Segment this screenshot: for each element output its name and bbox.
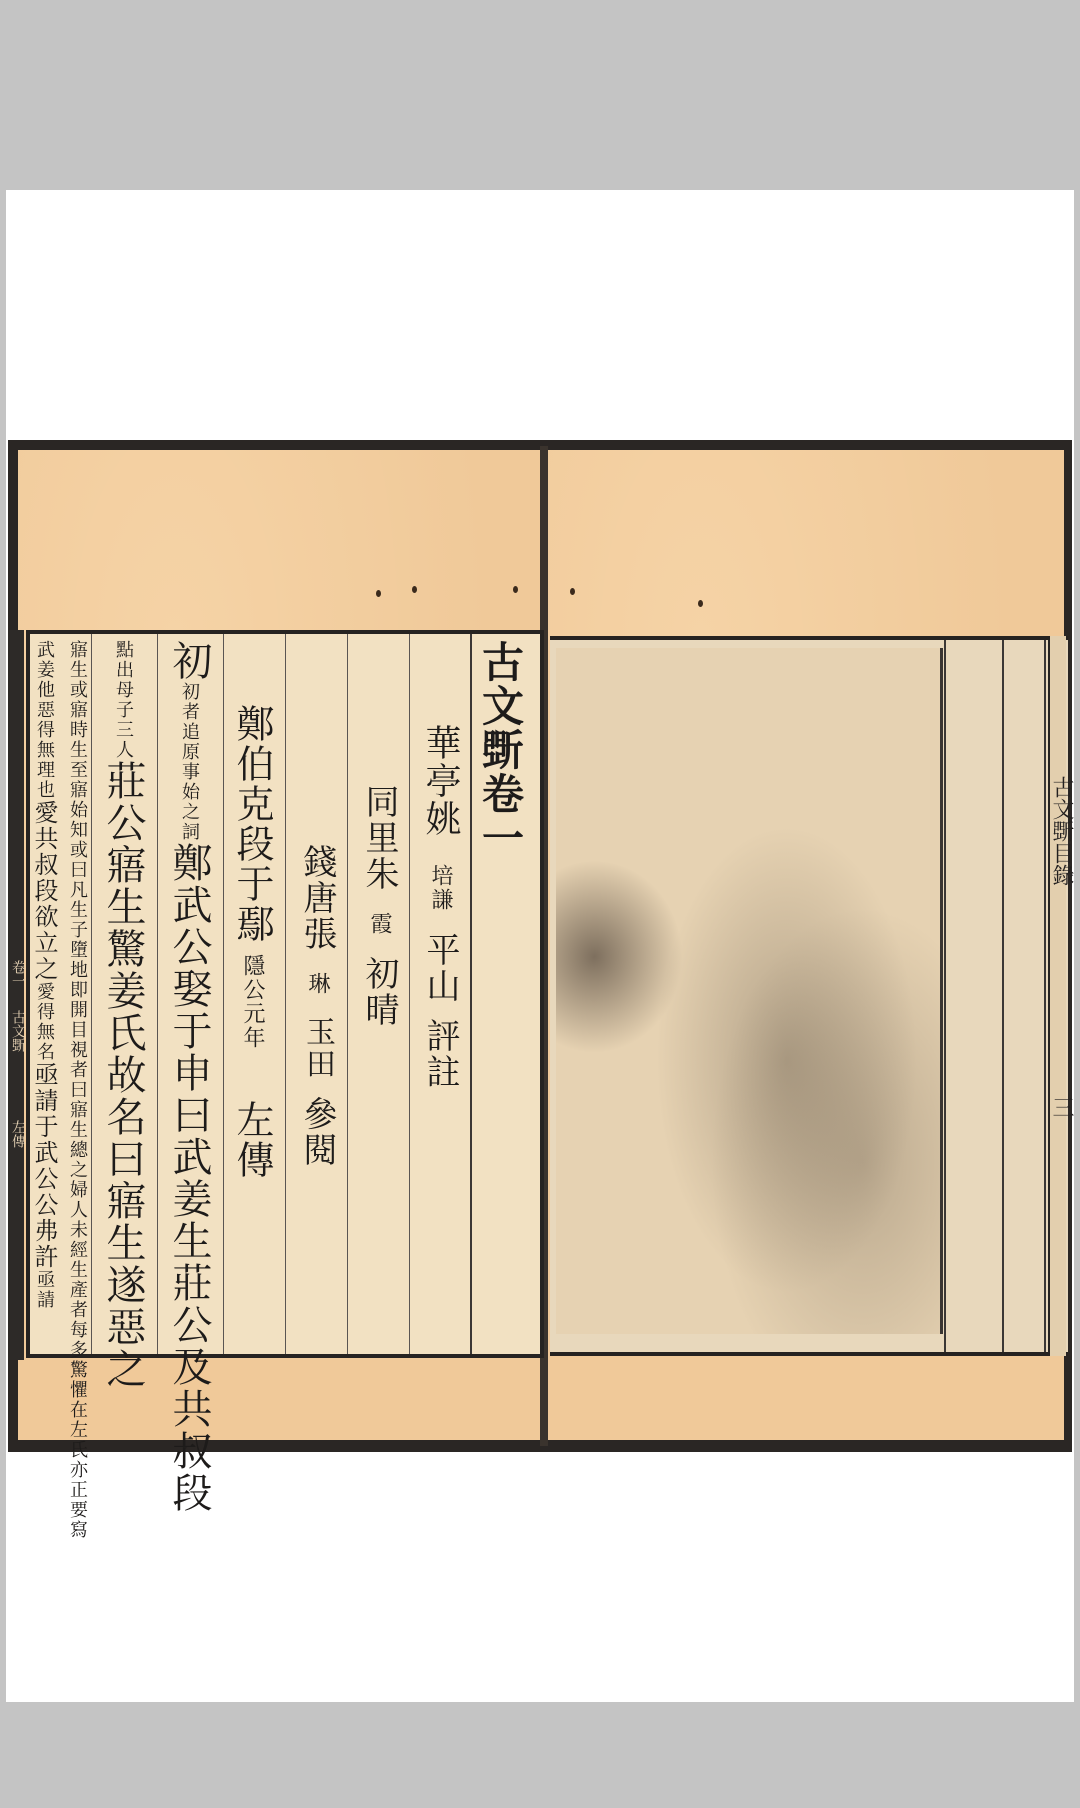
column-rule (285, 634, 286, 1354)
column-rule (223, 634, 224, 1354)
commentary-3: 寤生或寤時生至寤始知或曰凡生子墮地即開目視者曰寤生總之婦人未經生產者每多驚懼在左氏亦正要寫 (67, 640, 88, 1540)
commentary-1: 初者追原事始之詞 (179, 682, 200, 842)
co-editor-2-column (292, 844, 342, 1348)
left-margin-source: 左傳 (10, 1120, 26, 1148)
stained-blank-area (556, 648, 943, 1334)
main-line-1: 初 (166, 640, 212, 682)
column-rule (347, 634, 348, 1354)
wormhole-mark (698, 600, 703, 607)
co-editor-2-place: 錢唐 (297, 844, 337, 916)
left-margin-vol: 卷一 (10, 960, 26, 988)
right-margin-page: 三 (1049, 1096, 1074, 1118)
wormhole-mark (513, 586, 518, 593)
volume-title: 古文斲卷一 (476, 640, 525, 860)
commentary-4: 武姜他惡得無理也 (34, 640, 55, 800)
piece-title-column (230, 704, 280, 1348)
editor-surname: 姚 (420, 800, 461, 838)
co-editor-2-style-name: 玉田 (300, 1016, 335, 1080)
column-rule (409, 634, 410, 1354)
commentary-5: 愛得無名 (34, 982, 55, 1062)
editor-given-name: 培謙 (428, 864, 453, 912)
editor-column (416, 724, 466, 1348)
co-editor-2-surname: 張 (297, 916, 337, 952)
text-column-7 (96, 640, 152, 1390)
commentary-6: 亟請 (34, 1270, 55, 1310)
column-rule (944, 640, 946, 1352)
co-editor-1-column (354, 784, 404, 1348)
commentary-2: 點出母子三人 (113, 640, 134, 760)
editor-role: 評註 (420, 1018, 460, 1090)
text-block-right (550, 636, 1068, 1356)
co-editor-2-given-name: 琳 (305, 972, 330, 996)
wormhole-mark (412, 586, 417, 593)
right-margin-title: 古文斲目錄 (1049, 776, 1074, 886)
text-block-left (26, 630, 544, 1540)
wormhole-mark (570, 588, 575, 595)
co-editor-1-surname: 朱 (359, 856, 399, 892)
column-rule (470, 634, 472, 1354)
wormhole-mark (376, 590, 381, 597)
book-spread (8, 440, 1074, 1540)
main-line-4: 愛共叔段欲立之 (30, 800, 58, 982)
column-rule (157, 634, 158, 1354)
piece-note: 隱公元年 (240, 954, 265, 1050)
main-line-2: 鄭武公娶于申曰武姜生莊公及共叔段 (166, 842, 212, 1514)
editor-style-name: 平山 (420, 932, 460, 1004)
co-editor-1-style-name: 初晴 (359, 956, 399, 1028)
main-line-5: 亟請于武公公弗許 (30, 1062, 58, 1270)
column-rule (1002, 640, 1004, 1352)
column-rule (91, 634, 92, 1354)
text-column-6 (162, 640, 218, 1514)
co-editor-2-role: 參閱 (297, 1096, 337, 1168)
co-editor-1-given-name: 霞 (367, 912, 392, 936)
editor-place: 華亭 (420, 724, 461, 800)
text-column-9 (30, 640, 62, 1348)
piece-title: 鄭伯克段于鄢 (230, 704, 274, 944)
main-line-3: 莊公寤生驚姜氏故名曰寤生遂惡之 (100, 760, 146, 1390)
left-margin-strip (8, 630, 24, 1360)
left-margin-title: 古文斲 (10, 1010, 26, 1052)
right-margin-strip (1048, 636, 1074, 1356)
piece-source: 左傳 (230, 1100, 274, 1180)
column-rule (1044, 640, 1046, 1352)
co-editor-1-place: 同里 (359, 784, 399, 856)
